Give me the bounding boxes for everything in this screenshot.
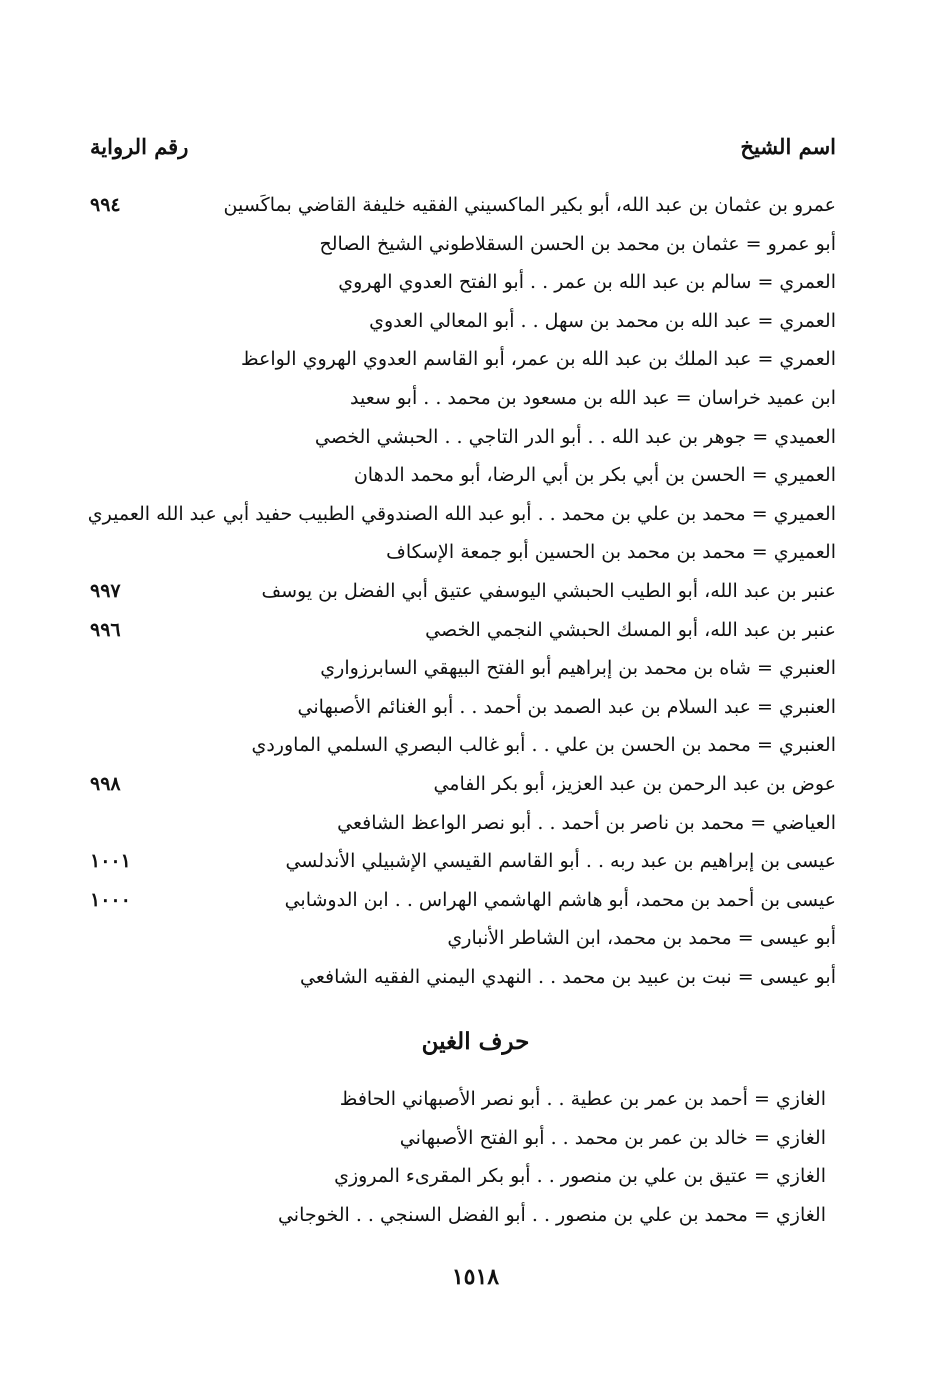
list-item (90, 842, 836, 881)
entry-text: الغازي = أحمد بن عمر بن عطية . . أبو نصر الأصبهاني الحافظ (339, 1088, 826, 1110)
list-item (90, 804, 836, 843)
list-item (90, 225, 836, 264)
section-heading: حرف الغين (421, 1028, 530, 1055)
list-item (90, 1080, 826, 1119)
entry-text: عمرو بن عثمان بن عبد الله، أبو بكير الماكسيني الفقيه خليفة القاضي بماكَسين (223, 194, 836, 216)
entry-text: العنبري = عبد السلام بن عبد الصمد بن أحمد . . أبو الغنائم الأصبهاني (297, 695, 836, 718)
list-item (90, 1196, 826, 1235)
list-item (90, 726, 836, 765)
list-item (90, 340, 836, 379)
entries-list (87, 186, 836, 996)
narration-number-column-title: رقم الرواية (90, 134, 189, 159)
entry-text: الغازي = عتيق بن علي بن منصور . . أبو بكر المقرىء المروزي (334, 1165, 826, 1188)
list-item (90, 1157, 826, 1196)
entry-text: العميدي = جوهر بن عبد الله . . أبو الدر التاجي . . الحبشي الخصي (314, 425, 836, 448)
entry-text: أبو عمرو = عثمان بن محمد بن الحسن السقلاطوني الشيخ الصالح (319, 232, 836, 255)
entry-text: العمري = عبد الملك بن عبد الله بن عمر، أبو القاسم العدوي الهروي الواعظ (241, 348, 836, 371)
entry-number: ٩٩٨ (90, 772, 121, 795)
list-item (90, 765, 836, 804)
list-item (87, 495, 836, 534)
entry-text: عيسى بن إبراهيم بن عبد ربه . . أبو القاسم القيسي الإشبيلي الأندلسي (285, 850, 836, 873)
entry-text: العميري = محمد بن محمد بن الحسين أبو جمعة الإسكاف (386, 541, 836, 564)
entry-text: عنبر بن عبد الله، أبو المسك الحبشي النجمي الخصي (425, 618, 836, 641)
entry-text: أبو عيسى = نبت بن عبيد بن محمد . . النهدي اليمني الفقيه الشافعي (300, 965, 836, 988)
entry-number: ٩٩٤ (90, 194, 121, 216)
list-item (90, 533, 836, 572)
entry-text: الغازي = محمد بن علي بن منصور . . أبو الفضل السنجي . . الخوجاني (277, 1203, 826, 1226)
list-item (90, 958, 836, 997)
list-item (90, 379, 836, 418)
list-item (90, 688, 836, 727)
list-item (90, 919, 836, 958)
list-item (90, 418, 836, 457)
entry-number: ١٠٠١ (90, 850, 131, 873)
entry-number: ٩٩٧ (90, 579, 121, 602)
entry-text: أبو عيسى = محمد بن محمد، ابن الشاطر الأنباري (447, 927, 836, 950)
entry-text: العنبري = شاه بن محمد بن إبراهيم أبو الفتح البيهقي السابرزواري (320, 657, 836, 680)
list-item (90, 456, 836, 495)
list-item (90, 1119, 826, 1158)
list-item (90, 649, 836, 688)
list-item (90, 572, 836, 611)
entry-number: ٩٩٦ (90, 618, 121, 641)
list-item (90, 302, 836, 341)
entry-text: عوض بن عبد الرحمن بن عبد العزيز، أبو بكر الفامي (433, 772, 836, 795)
entry-text: العميري = الحسن بن أبي بكر بن أبي الرضا، أبو محمد الدهان (353, 464, 836, 487)
sheikh-name-column-title: اسم الشيخ (740, 134, 836, 159)
entry-text: الغازي = خالد بن عمر بن محمد . . أبو الفتح الأصبهاني (399, 1126, 826, 1149)
entry-text: العياضي = محمد بن ناصر بن أحمد . . أبو نصر الواعظ الشافعي (337, 811, 836, 834)
list-item (90, 611, 836, 650)
section-entries-list (90, 1080, 826, 1234)
entry-number: ١٠٠٠ (90, 888, 131, 911)
entry-text: عنبر بن عبد الله، أبو الطيب الحبشي اليوسفي عتيق أبي الفضل بن يوسف (261, 579, 836, 602)
entry-text: العمري = سالم بن عبد الله بن عمر . . أبو الفتح العدوي الهروي (338, 271, 836, 294)
list-item (90, 263, 836, 302)
entry-text: العميري = محمد بن علي بن محمد . . أبو عبد الله الصندوقي الطبيب حفيد أبي عبد الله العميري (87, 502, 836, 525)
entry-text: العمري = عبد الله بن محمد بن سهل . . أبو المعالي العدوي (369, 309, 836, 332)
list-item (90, 186, 836, 225)
column-header (90, 134, 836, 170)
list-item (90, 881, 836, 920)
entry-text: ابن عميد خراسان = عبد الله بن مسعود بن محمد . . أبو سعيد (350, 386, 836, 409)
entry-text: عيسى بن أحمد بن محمد، أبو هاشم الهاشمي الهراس . . ابن الدوشابي (284, 888, 836, 911)
page-number: ١٥١٨ (451, 1264, 500, 1290)
entry-text: العنبري = محمد بن الحسن بن علي . . أبو غالب البصري السلمي الماوردي (251, 734, 836, 757)
